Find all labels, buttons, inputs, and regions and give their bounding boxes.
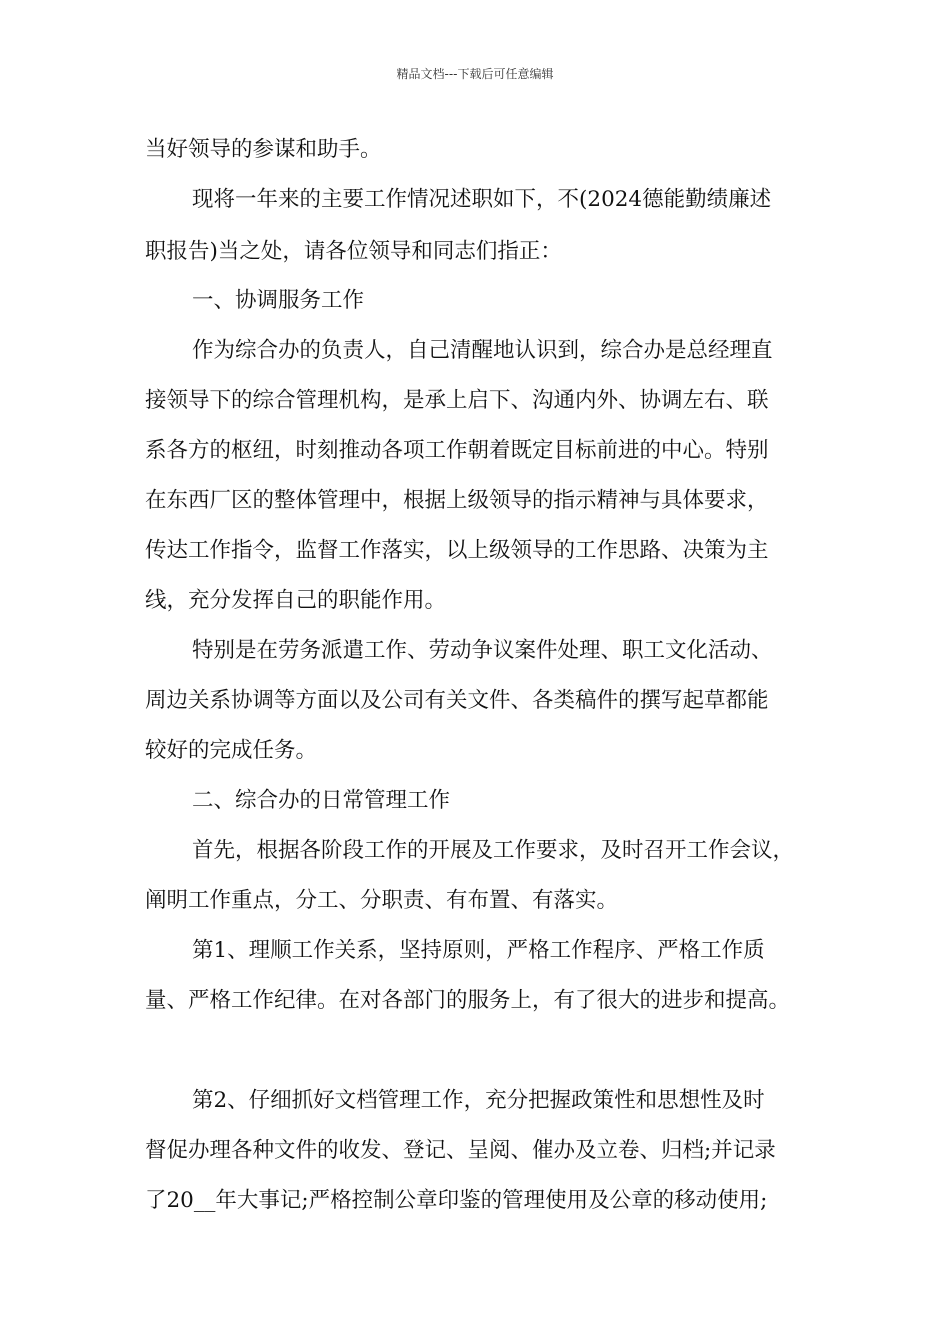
section-heading: 二、综合办的日常管理工作 (192, 788, 451, 813)
paragraph-first-line: 作为综合办的负责人，自己清醒地认识到，综合办是总经理直 (192, 338, 773, 363)
text-line: 当好领导的参谋和助手。 (145, 137, 382, 162)
text-line: 了20__年大事记;严格控制公章印鉴的管理使用及公章的移动使用; (145, 1188, 768, 1213)
paragraph-first-line: 第2、仔细抓好文档管理工作，充分把握政策性和思想性及时 (192, 1088, 765, 1113)
text-line: 量、严格工作纪律。在对各部门的服务上，有了很大的进步和提高。 (145, 988, 791, 1013)
text-line: 线，充分发挥自己的职能作用。 (145, 588, 447, 613)
text-line: 职报告)当之处，请各位领导和同志们指正： (145, 239, 562, 264)
text-line: 阐明工作重点，分工、分职责、有布置、有落实。 (145, 888, 619, 913)
text-line: 周边关系协调等方面以及公司有关文件、各类稿件的撰写起草都能 (145, 688, 769, 713)
text-line: 传达工作指令，监督工作落实，以上级领导的工作思路、决策为主 (145, 538, 769, 563)
section-heading: 一、协调服务工作 (192, 288, 365, 313)
paragraph-first-line: 特别是在劳务派遣工作、劳动争议案件处理、职工文化活动、 (192, 638, 773, 663)
text-line: 督促办理各种文件的收发、登记、呈阅、催办及立卷、归档;并记录 (145, 1138, 776, 1163)
text-line: 系各方的枢纽，时刻推动各项工作朝着既定目标前进的中心。特别 (145, 438, 769, 463)
paragraph-first-line: 现将一年来的主要工作情况述职如下，不(2024德能勤绩廉述 (192, 187, 772, 212)
page-header: 精品文档---下载后可任意编辑 (396, 67, 554, 81)
paragraph-first-line: 第1、理顺工作关系，坚持原则，严格工作程序、严格工作质 (192, 938, 765, 963)
paragraph-first-line: 首先，根据各阶段工作的开展及工作要求，及时召开工作会议， (192, 838, 795, 863)
text-line: 在东西厂区的整体管理中，根据上级领导的指示精神与具体要求， (145, 488, 769, 513)
text-line: 较好的完成任务。 (145, 738, 318, 763)
text-line: 接领导下的综合管理机构，是承上启下、沟通内外、协调左右、联 (145, 388, 769, 413)
